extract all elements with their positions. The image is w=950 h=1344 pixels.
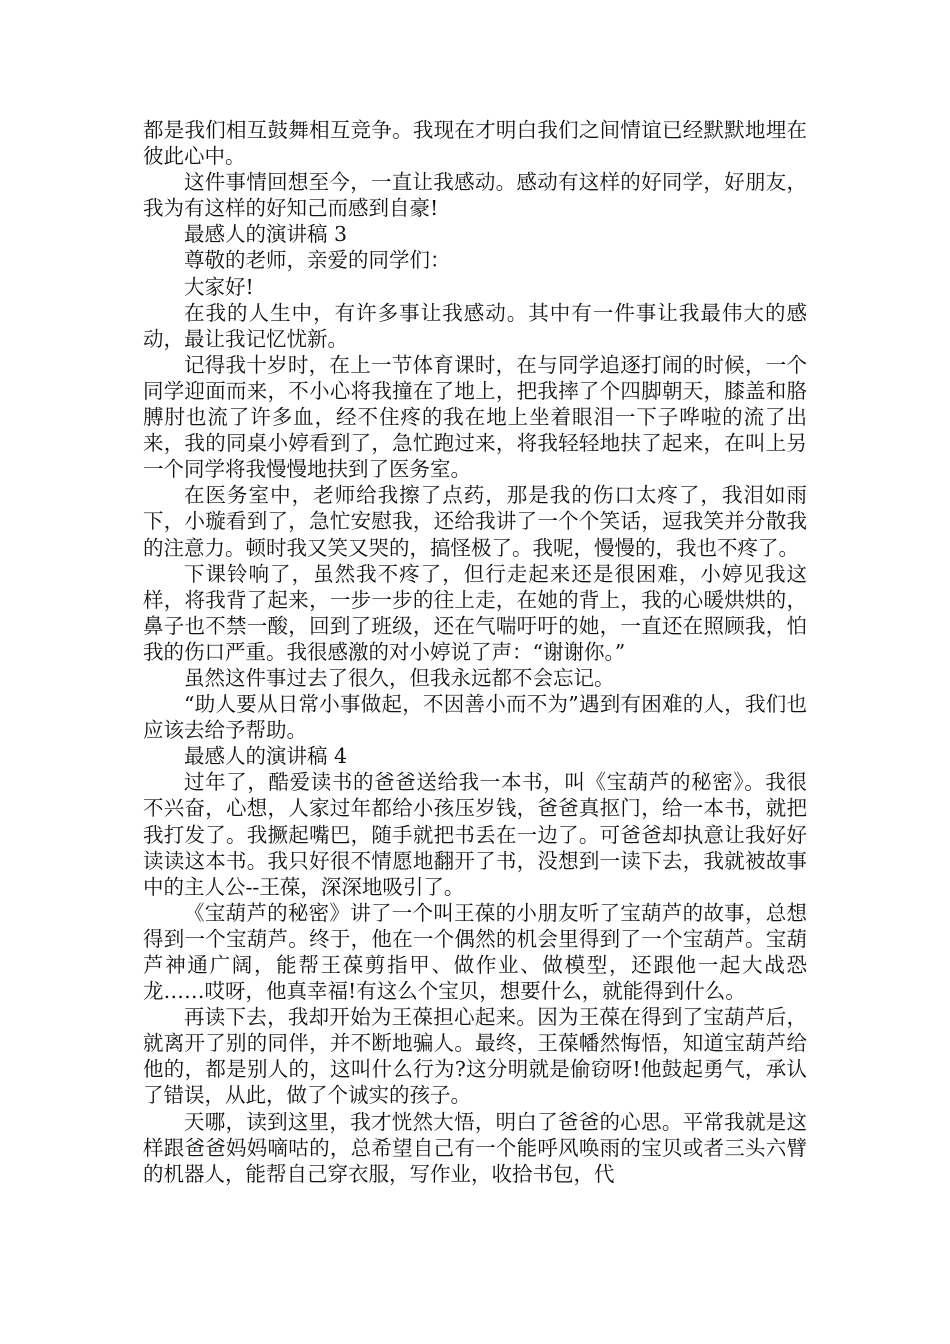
paragraph: 《宝葫芦的秘密》讲了一个叫王葆的小朋友听了宝葫芦的故事，总想得到一个宝葫芦。终于，他在一个偶然的机会里得到了一个宝葫芦。宝葫芦神通广阔，能帮王葆剪指甲、做作业、做模型，还跟他一起大战恐龙……哎呀，他真幸福!有这么个宝贝，想要什么，就能得到什么。 [143, 900, 807, 1004]
paragraph: 再读下去，我却开始为王葆担心起来。因为王葆在得到了宝葫芦后，就离开了别的同伴，并不断地骗人。最终，王葆幡然悔悟，知道宝葫芦给他的，都是别人的，这叫什么行为?这分明就是偷窃呀!他鼓起勇气，承认了错误，从此，做了个诚实的孩子。 [143, 1005, 807, 1108]
paragraph: 在医务室中，老师给我擦了点药，那是我的伤口太疼了，我泪如雨下，小璇看到了，急忙安慰我，还给我讲了一个个笑话，逗我笑并分散我的注意力。顿时我又笑又哭的，搞怪极了。我呢，慢慢的，我也不疼了。 [143, 483, 807, 560]
paragraph: “助人要从日常小事做起，不因善小而不为”遇到有困难的人，我们也应该去给予帮助。 [143, 692, 807, 743]
paragraph-continuation: 都是我们相互鼓舞相互竞争。我现在才明白我们之间情谊已经默默地埋在彼此心中。 [143, 118, 807, 169]
greeting: 大家好! [184, 274, 254, 299]
paragraph: 在我的人生中，有许多事让我感动。其中有一件事让我最伟大的感动，最让我记忆忧新。 [143, 300, 807, 351]
paragraph: 虽然这件事过去了很久，但我永远都不会忘记。 [184, 665, 615, 690]
salutation: 尊敬的老师，亲爱的同学们： [184, 248, 451, 273]
section-heading: 最感人的演讲稿 4 [184, 744, 348, 769]
paragraph: 下课铃响了，虽然我不疼了，但行走起来还是很困难，小婷见我这样，将我背了起来，一步一步的往上走，在她的背上，我的心暖烘烘的，鼻子也不禁一酸，回到了班级，还在气喘吁吁的她，一直还在照顾我，怕我的伤口严重。我很感激的对小婷说了声：“谢谢你。” [143, 561, 807, 664]
paragraph: 记得我十岁时，在上一节体育课时，在与同学追逐打闹的时候，一个同学迎面而来，不小心将我撞在了地上，把我摔了个四脚朝天，膝盖和胳膊肘也流了许多血，经不住疼的我在地上坐着眼泪一下子哗啦的流了出来，我的同桌小婷看到了，急忙跑过来，将我轻轻地扶了起来，在叫上另一个同学将我慢慢地扶到了医务室。 [143, 352, 807, 482]
paragraph: 这件事情回想至今，一直让我感动。感动有这样的好同学，好朋友，我为有这样的好知己而感到自豪! [143, 170, 807, 221]
paragraph: 天哪，读到这里，我才恍然大悟，明白了爸爸的心思。平常我就是这样跟爸爸妈妈嘀咕的，总希望自己有一个能呼风唤雨的宝贝或者三头六臂的机器人，能帮自己穿衣服，写作业，收拾书包，代 [143, 1109, 807, 1186]
section-heading: 最感人的演讲稿 3 [184, 222, 348, 247]
paragraph: 过年了，酷爱读书的爸爸送给我一本书，叫《宝葫芦的秘密》。我很不兴奋，心想，人家过年都给小孩压岁钱，爸爸真抠门，给一本书，就把我打发了。我撅起嘴巴，随手就把书丢在一边了。可爸爸却执意让我好好读读这本书。我只好很不情愿地翻开了书，没想到一读下去，我就被故事中的主人公--王葆，深深地吸引了。 [143, 770, 807, 899]
document-body [143, 117, 807, 1187]
